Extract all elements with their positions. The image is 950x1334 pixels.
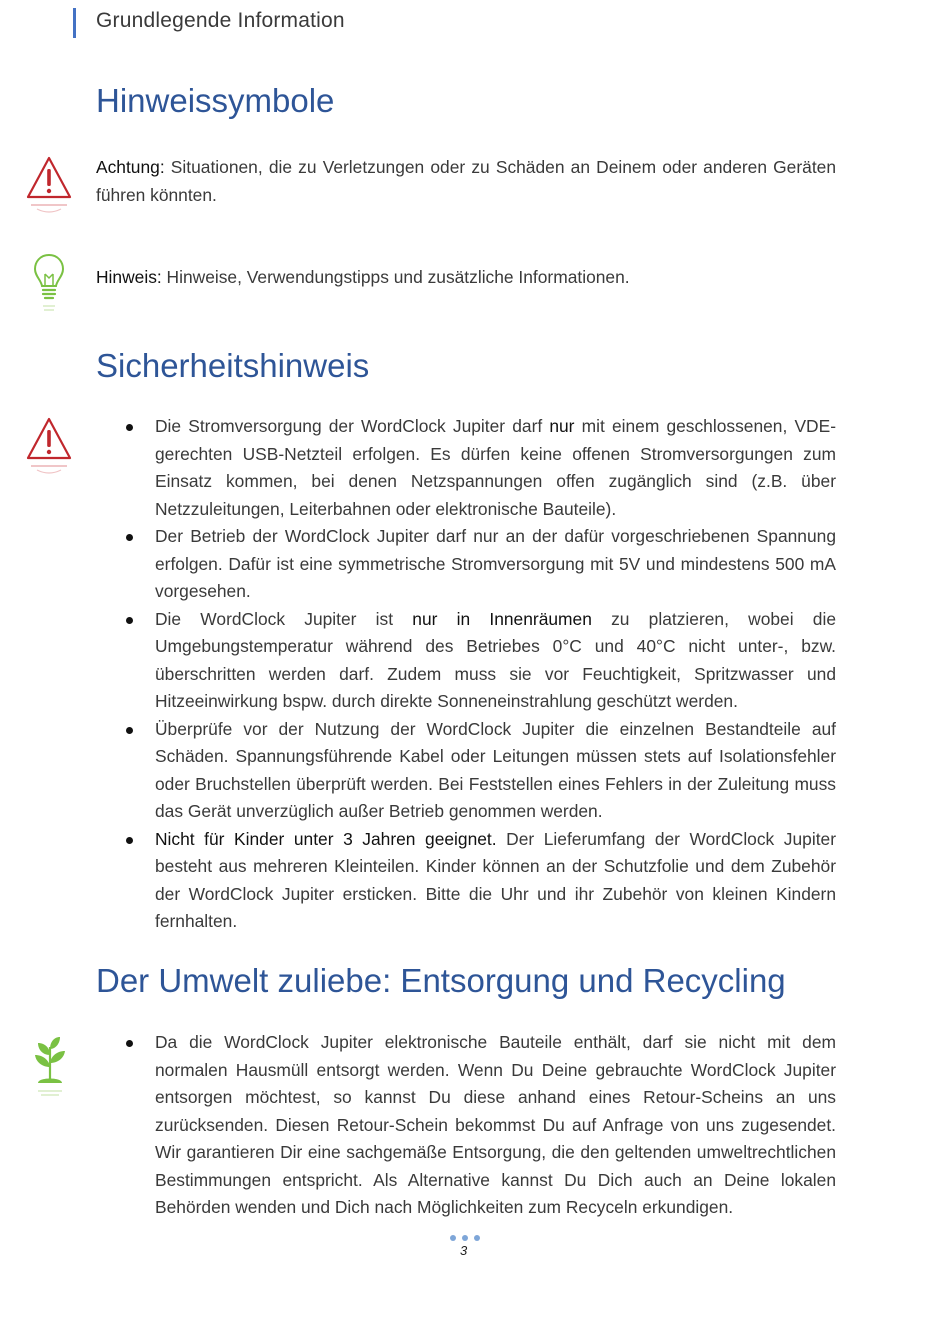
list-item-emphasis: nur in Innenräumen [412, 608, 592, 629]
list-item-text: Da die WordClock Jupiter elektronische Bauteile enthält, darf sie nicht mit dem normalen Hausmüll entsorgt werden. Wenn Du Deine gebrauchte WordClock Jupiter entsorgen möchtest, so kannst Du diese anhand eines Retour-Scheins an uns zurücksenden. Diesen Retour-Schein bekommst Du auf Anfrage von uns zugesendet. Wir garantieren Dir eine sachgemäße Entsorgung, die den geltenden umweltrechtlichen Bestimmungen entspricht. Als Alternative kannst Du Dich auch an Deine lokalen Behörden wenden und Dich nach Möglichkeiten zum Recyceln erkundigen. [155, 1032, 836, 1217]
lightbulb-icon [32, 252, 66, 320]
hint-text: Hinweise, Verwendungstipps und zusätzliche Informationen. [161, 267, 630, 287]
header-title: Grundlegende Information [96, 9, 345, 32]
list-item [96, 606, 836, 716]
bullet [126, 837, 133, 844]
warning-text: Situationen, die zu Verletzungen oder zu Schäden an Deinem oder anderen Geräten führen könnten. [96, 157, 836, 205]
list-item-emphasis: nur [549, 416, 575, 436]
list-item [96, 716, 836, 826]
hint-label: Hinweis: [96, 267, 162, 287]
list-item-emphasis: Nicht für Kinder unter 3 Jahren geeignet. [155, 828, 497, 849]
warning-triangle-icon [25, 155, 73, 217]
list-item [96, 1029, 836, 1222]
list-item-text: Überprüfe vor der Nutzung der WordClock Jupiter die einzelnen Bestandteile auf Schäden. Spannungsführende Kabel oder Leitungen müssen stets auf Isolationsfehler oder Bruchstellen überprüft werden. Bei Feststellen eines Fehlers in der Zuleitung muss das Gerät unverzüglich außer Betrieb genommen werden. [155, 718, 836, 821]
list-item-text: Der Betrieb der WordClock Jupiter darf nur an der dafür vorgeschriebenen Spannung erfolgen. Dafür ist eine symmetrische Stromversorgung mit 5V und mindestens 500 mA vorgesehen. [155, 526, 836, 601]
hint-description [96, 264, 836, 292]
bullet [126, 617, 133, 624]
list-item-text: Der Lieferumfang der WordClock Jupiter besteht aus mehreren Kleinteilen. Kinder können an der Schutzfolie und dem Zubehör der WordClock Jupiter ersticken. Bitte die Uhr und ihr Zubehör von kleinen Kindern fernhalten. [155, 828, 837, 931]
warning-label: Achtung: [96, 157, 165, 177]
recycling-list [96, 1029, 836, 1222]
warning-description [96, 154, 836, 209]
bullet [126, 727, 133, 734]
list-item-text: zu platzieren, wobei die Umgebungstemperatur während des Betriebes 0°C und 40°C nicht unter-, bzw. überschritten werden darf. Zudem muss sie vor Feuchtigkeit, Spritzwasser und Hitzeeinwirkung bspw. durch direkte Sonneneinstrahlung geschützt werden. [155, 608, 836, 711]
list-item-text: mit einem geschlossenen, VDE-gerechten USB-Netzteil erfolgen. Es dürfen keine offenen Stromversorgungen zum Einsatz kommen, bei denen Netzspannungen offen zugänglich sind (z.B. über Netzzuleitungen, Leiterbahnen oder elektronische Bauteile). [155, 416, 836, 519]
section-title-umwelt: Der Umwelt zuliebe: Entsorgung und Recycling [96, 962, 786, 999]
list-item [96, 413, 836, 523]
safety-list [96, 413, 836, 936]
header-accent-bar [73, 8, 76, 38]
list-item [96, 826, 836, 936]
list-item-text: Die Stromversorgung der WordClock Jupiter darf [155, 416, 550, 436]
section-title-sicherheitshinweis: Sicherheitshinweis [96, 347, 370, 384]
page-number: 3 [460, 1243, 468, 1258]
section-title-hinweissymbole: Hinweissymbole [96, 82, 335, 119]
list-item [96, 523, 836, 606]
bullet [126, 424, 133, 431]
bullet [126, 534, 133, 541]
plant-icon [30, 1033, 70, 1105]
bullet [126, 1040, 133, 1047]
list-item-text: Die WordClock Jupiter ist [155, 608, 413, 629]
warning-triangle-icon [25, 416, 73, 478]
